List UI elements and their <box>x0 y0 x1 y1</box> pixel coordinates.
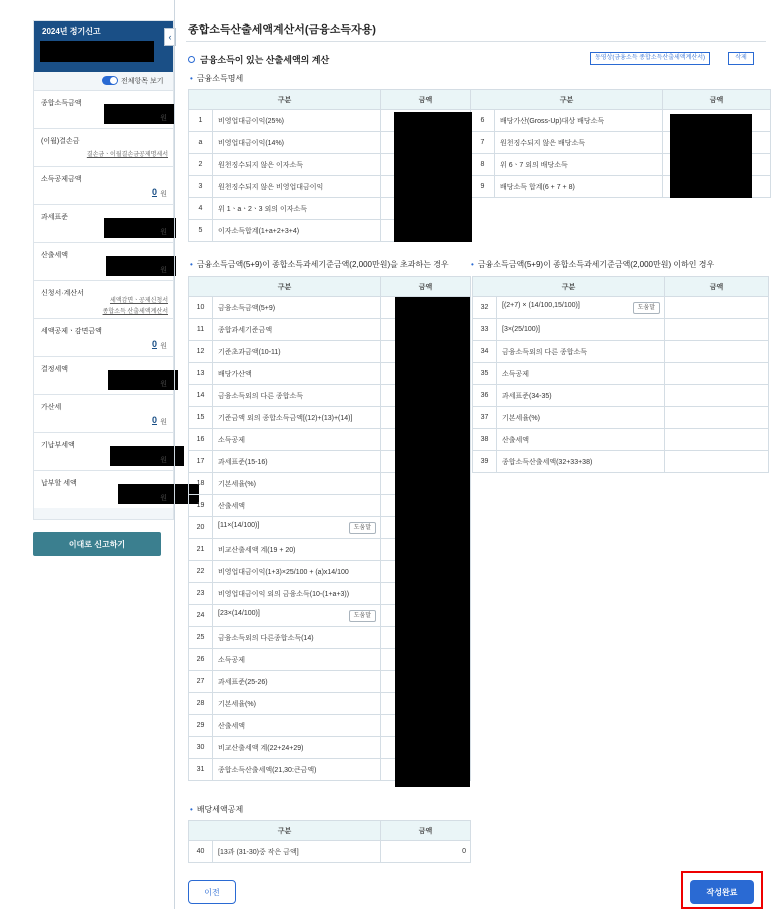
row-label: 소득공제 <box>213 649 381 671</box>
row-number: 21 <box>189 539 213 561</box>
table-row <box>473 429 769 451</box>
row-label: 소득공제 <box>497 363 665 385</box>
row-number: 31 <box>189 759 213 781</box>
sidebar-summary-item[interactable] <box>34 470 173 508</box>
row-label: 기준금액 외의 종합소득금액[(12)+(13)+(14)] <box>213 407 381 429</box>
unit-label: 원 <box>160 267 167 274</box>
section-title <box>188 53 329 66</box>
row-number: 7 <box>471 132 495 154</box>
row-label: 종합소득산출세액(32+33+38) <box>497 451 665 473</box>
redacted-value <box>118 484 199 504</box>
sidebar-summary-item[interactable] <box>34 318 173 356</box>
table-row <box>473 451 769 473</box>
amount-cell[interactable] <box>665 363 769 385</box>
row-label: [23×(14/100)] 도움말 <box>213 605 381 627</box>
show-all-toggle[interactable] <box>102 76 118 85</box>
delete-button[interactable]: 삭제 <box>728 52 754 65</box>
unit-label: 원 <box>160 343 167 350</box>
row-label: 종합과세기준금액 <box>213 319 381 341</box>
row-number: 6 <box>471 110 495 132</box>
summary-label: 납부할 세액 <box>41 480 77 487</box>
empty-cell <box>471 220 771 242</box>
row-label: 기본세율(%) <box>213 473 381 495</box>
summary-sub-link[interactable]: 세액감면ㆍ공제신청서 <box>110 298 168 304</box>
row-number: 32 <box>473 297 497 319</box>
row-label: [11×(14/100)] 도움말 <box>213 517 381 539</box>
table-header-row <box>189 821 471 841</box>
help-button[interactable]: 도움말 <box>349 522 376 534</box>
row-label: 종합소득산출세액(21,30:큰금액) <box>213 759 381 781</box>
row-label: [(2+7) × (14/100,15/100)] 도움말 <box>497 297 665 319</box>
row-number: 25 <box>189 627 213 649</box>
row-number: 13 <box>189 363 213 385</box>
table-row <box>473 363 769 385</box>
row-number: 29 <box>189 715 213 737</box>
table-row <box>473 341 769 363</box>
row-label: 금융소득외의 다른 종합소득 <box>213 385 381 407</box>
row-number: 14 <box>189 385 213 407</box>
row-label: 과세표준(25-26) <box>213 671 381 693</box>
summary-label: 결정세액 <box>41 366 69 373</box>
column-header: 구분 <box>473 277 665 297</box>
summary-value[interactable]: 0 <box>151 187 157 197</box>
help-button[interactable]: 도움말 <box>633 302 660 314</box>
summary-label: 산출세액 <box>41 252 69 259</box>
row-label: 배당가산액 <box>213 363 381 385</box>
table-header-row <box>189 277 471 297</box>
summary-value[interactable]: 0 <box>151 339 157 349</box>
column-header: 구분 <box>189 821 381 841</box>
table-row <box>189 841 471 863</box>
row-number: 37 <box>473 407 497 429</box>
row-number: 22 <box>189 561 213 583</box>
row-label: 소득공제 <box>213 429 381 451</box>
sidebar-summary-item[interactable] <box>34 242 173 280</box>
summary-label: 과세표준 <box>41 214 69 221</box>
row-label: 과세표준(15-16) <box>213 451 381 473</box>
row-number: 18 <box>189 473 213 495</box>
empty-cell <box>471 198 771 220</box>
row-number: 5 <box>189 220 213 242</box>
row-number: 12 <box>189 341 213 363</box>
unit-label: 원 <box>160 495 167 502</box>
page-title: 종합소득산출세액계산서(금융소득자용) <box>188 24 376 36</box>
divider <box>174 0 175 909</box>
row-label: 원천징수되지 않은 비영업대금이익 <box>213 176 381 198</box>
row-number: 15 <box>189 407 213 429</box>
sidebar <box>33 20 174 520</box>
summary-label: (이월)결손금 <box>41 138 80 145</box>
row-number: 8 <box>471 154 495 176</box>
amount-cell[interactable]: 0 <box>381 841 471 863</box>
row-number: 36 <box>473 385 497 407</box>
circle-bullet-icon <box>188 56 195 63</box>
show-all-toggle-row <box>34 72 173 90</box>
row-number: 9 <box>471 176 495 198</box>
unit-label: 원 <box>160 381 167 388</box>
row-label: 금융소득외의 다른종합소득(14) <box>213 627 381 649</box>
row-number: 40 <box>189 841 213 863</box>
row-label: 비영업대금이익(1+3)×25/100 + (a)x14/100 <box>213 561 381 583</box>
unit-label: 원 <box>160 115 167 122</box>
row-label: 배당가산(Gross-Up)대상 배당소득 <box>495 110 663 132</box>
help-button[interactable]: 도움말 <box>349 610 376 622</box>
amount-cell[interactable] <box>665 341 769 363</box>
table-row <box>189 198 771 220</box>
sidebar-summary-list <box>34 90 173 508</box>
row-number: 4 <box>189 198 213 220</box>
highlight-box <box>681 871 763 909</box>
summary-label: 가산세 <box>41 404 62 411</box>
row-number: 30 <box>189 737 213 759</box>
amount-cell[interactable] <box>665 319 769 341</box>
previous-button[interactable]: 이전 <box>188 880 236 904</box>
summary-label: 신청서·계산서 <box>41 290 84 297</box>
below-table <box>472 276 769 473</box>
row-number: 19 <box>189 495 213 517</box>
fin-income-heading: • 금융소득명세 <box>190 73 243 84</box>
redacted-value <box>108 370 178 390</box>
sidebar-header <box>34 21 173 72</box>
dividend-heading: • 배당세액공제 <box>190 804 243 815</box>
table-row <box>473 407 769 429</box>
redacted-amounts <box>670 114 752 198</box>
row-number: 27 <box>189 671 213 693</box>
sidebar-summary-item[interactable] <box>34 280 173 318</box>
column-header: 금액 <box>381 90 471 110</box>
row-label: 비교산출세액 계(22+24+29) <box>213 737 381 759</box>
row-label: 위 1ㆍaㆍ2ㆍ3 외의 이자소득 <box>213 198 381 220</box>
table-row <box>473 319 769 341</box>
column-header: 금액 <box>381 277 471 297</box>
row-label: 비영업대금이익 외의 금융소득(10-(1+a+3)) <box>213 583 381 605</box>
table-row <box>473 385 769 407</box>
row-number: 20 <box>189 517 213 539</box>
amount-cell[interactable] <box>665 429 769 451</box>
dividend-table <box>188 820 471 863</box>
row-number: 17 <box>189 451 213 473</box>
row-label: 비영업대금이익(14%) <box>213 132 381 154</box>
row-label: [13과 (31-30)중 작은 금액] <box>213 841 381 863</box>
row-label: 산출세액 <box>213 715 381 737</box>
row-label: 금융소득외의 다른 종합소득 <box>497 341 665 363</box>
row-label: 배당소득 합계(6 + 7 + 8) <box>495 176 663 198</box>
row-label: [3×(25/100)] <box>497 319 665 341</box>
row-label: 비영업대금이익(25%) <box>213 110 381 132</box>
row-number: 23 <box>189 583 213 605</box>
table-row <box>189 220 771 242</box>
divider <box>186 41 766 42</box>
row-number: 26 <box>189 649 213 671</box>
below-heading: • 금융소득금액(5+9)이 종합소득과세기준금액(2,000만원) 이하인 경우 <box>471 259 714 270</box>
sidebar-summary-item[interactable] <box>34 166 173 204</box>
exceed-heading: • 금융소득금액(5+9)이 종합소득과세기준금액(2,000만원)을 초과하는 경우 <box>190 259 449 270</box>
column-header: 금액 <box>663 90 771 110</box>
row-label: 금융소득금액(5+9) <box>213 297 381 319</box>
row-label: 기준초과금액(10-11) <box>213 341 381 363</box>
redacted-amounts <box>395 297 470 787</box>
row-label: 과세표준(34-35) <box>497 385 665 407</box>
column-header: 금액 <box>381 821 471 841</box>
column-header: 구분 <box>189 277 381 297</box>
summary-value[interactable]: 0 <box>151 415 157 425</box>
row-number: 24 <box>189 605 213 627</box>
row-label: 이자소득합계(1+a+2+3+4) <box>213 220 381 242</box>
section-title-text: 금융소득이 있는 산출세액의 계산 <box>200 55 330 65</box>
row-number: 3 <box>189 176 213 198</box>
column-header: 구분 <box>189 90 381 110</box>
unit-label: 원 <box>160 229 167 236</box>
summary-label: 기납부세액 <box>41 442 75 449</box>
row-number: 11 <box>189 319 213 341</box>
chevron-left-icon: ‹ <box>168 32 172 42</box>
table-header-row <box>189 90 771 110</box>
row-label: 산출세액 <box>213 495 381 517</box>
amount-cell[interactable] <box>665 385 769 407</box>
summary-label: 세액공제ㆍ감면금액 <box>41 328 102 335</box>
row-number: 16 <box>189 429 213 451</box>
sidebar-summary-item[interactable] <box>34 394 173 432</box>
amount-cell[interactable] <box>665 407 769 429</box>
redacted-value <box>110 446 184 466</box>
show-all-label: 전체항목 보기 <box>121 78 164 85</box>
table-row <box>473 297 769 319</box>
row-label: 기본세율(%) <box>213 693 381 715</box>
amount-cell[interactable] <box>665 297 769 319</box>
row-number: a <box>189 132 213 154</box>
row-number: 38 <box>473 429 497 451</box>
row-label: 비교산출세액 계(19 + 20) <box>213 539 381 561</box>
column-header: 구분 <box>471 90 663 110</box>
complete-button[interactable]: 작성완료 <box>690 880 754 904</box>
row-label: 위 6ㆍ7 외의 배당소득 <box>495 154 663 176</box>
row-number: 1 <box>189 110 213 132</box>
redacted-amounts <box>394 112 472 242</box>
row-number: 35 <box>473 363 497 385</box>
report-as-is-button[interactable]: 이대로 신고하기 <box>33 532 161 556</box>
table-header-row <box>473 277 769 297</box>
column-header: 금액 <box>665 277 769 297</box>
unit-label: 원 <box>160 419 167 426</box>
unit-label: 원 <box>160 191 167 198</box>
row-label: 기본세율(%) <box>497 407 665 429</box>
unit-label: 원 <box>160 457 167 464</box>
row-number: 28 <box>189 693 213 715</box>
summary-label: 종합소득금액 <box>41 100 82 107</box>
row-number: 2 <box>189 154 213 176</box>
video-guide-button[interactable]: 동영상(금융소득 종합소득산출세액계산서) <box>590 52 710 65</box>
filing-year-label: 2024년 정기신고 <box>42 27 101 36</box>
sidebar-summary-item[interactable] <box>34 90 173 128</box>
redacted-name <box>40 41 154 62</box>
sidebar-summary-item[interactable] <box>34 128 173 166</box>
row-number: 33 <box>473 319 497 341</box>
amount-cell[interactable] <box>665 451 769 473</box>
row-label: 산출세액 <box>497 429 665 451</box>
summary-label: 소득공제금액 <box>41 176 82 183</box>
summary-sub-link[interactable]: 종합소득 산출세액계산서 <box>102 309 168 315</box>
row-label: 원천징수되지 않은 이자소득 <box>213 154 381 176</box>
summary-sub-link[interactable]: 결손금ㆍ이월결손금공제명세서 <box>86 152 168 158</box>
row-number: 10 <box>189 297 213 319</box>
row-label: 원천징수되지 않은 배당소득 <box>495 132 663 154</box>
sidebar-summary-item[interactable] <box>34 356 173 394</box>
row-number: 39 <box>473 451 497 473</box>
row-number: 34 <box>473 341 497 363</box>
sidebar-summary-item[interactable] <box>34 432 173 470</box>
sidebar-summary-item[interactable] <box>34 204 173 242</box>
